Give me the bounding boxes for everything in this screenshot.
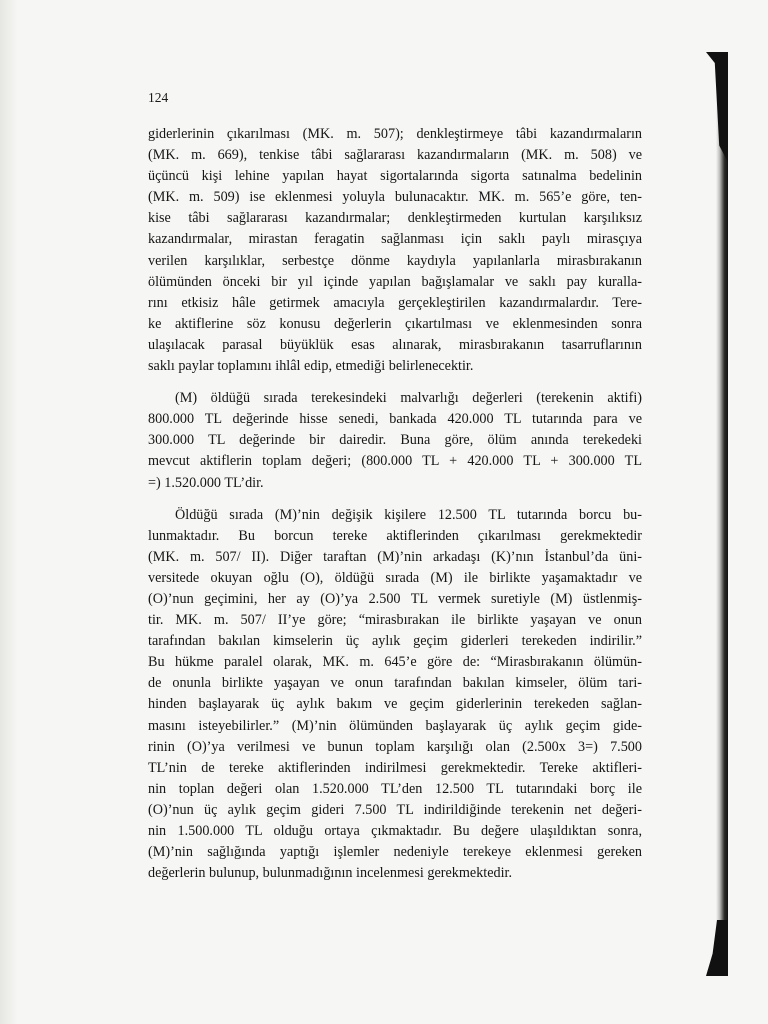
text-line: (M)’nin sağlığında yaptığı işlemler nedeniyle terekeye eklenmesi gereken — [148, 844, 642, 861]
text-line: mevcut aktiflerin toplam değeri; (800.000 TL + 420.000 TL + 300.000 TL — [148, 453, 642, 470]
text-line: tir. MK. m. 507/ II’ye göre; “mirasbırakan ile birlikte yaşayan ve onun — [148, 612, 642, 629]
text-line: nin 1.500.000 TL olduğu ortaya çıkmaktadır. Bu değere ulaşıldıktan sonra, — [148, 823, 642, 839]
text-line: rinin (O)’ya verilmesi ve bunun toplam karşılığı olan (2.500x 3=) 7.500 — [148, 738, 642, 755]
text-line: =) 1.520.000 TL’dir. — [148, 474, 264, 491]
text-line: lunmaktadır. Bu borcun tereke aktiflerinden çıkarılması gerekmektedir — [148, 527, 642, 544]
text-line: giderlerinin çıkarılması (MK. m. 507); denkleştirmeye tâbi kazandırmaların — [148, 126, 642, 142]
text-line: Bu hükme paralel olarak, MK. m. 645’e göre de: “Mirasbırakanın ölümün- — [148, 654, 642, 671]
paragraph-1 — [148, 124, 642, 377]
text-line: nin toplan değeri olan 1.520.000 TL’den 12.500 TL tutarındaki borç ile — [148, 780, 642, 797]
book-binding-shadow — [716, 52, 728, 972]
text-line: ölümünden önceki bir yıl içinde yapılan bağışlamalar ve saklı pay kuralla- — [148, 273, 642, 290]
text-line: de onunla birlikte yaşayan ve onun tarafından bakılan kimseler, ölüm tari- — [148, 675, 642, 692]
text-line: 800.000 TL değerinde hisse senedi, bankada 420.000 TL tutarında para ve — [148, 411, 642, 428]
text-line: (MK. m. 509) ise eklenmesi yoluyla bulunacaktır. MK. m. 565’e göre, ten- — [148, 189, 642, 206]
text-line: kise tâbi sağlararası kazandırmalar; denkleştirmeden kurtulan karşılıksız — [148, 210, 642, 227]
text-line: (O)’nun üç aylık geçim gideri 7.500 TL indirildiğinde terekenin net değeri- — [148, 801, 642, 818]
text-line: (M) öldüğü sırada terekesindeki malvarlığı değerleri (terekenin aktifi) — [175, 390, 642, 407]
text-line: kazandırmalar, mirastan feragatin sağlanması için saklı paylı mirasçıya — [148, 231, 642, 248]
text-line: saklı paylar toplamını ihlâl edip, etmediği belirlenecektir. — [148, 358, 474, 375]
text-line: rını etkisiz hâle getirmek amacıyla gerçekleştirilen kazandırmalardır. Tere- — [148, 294, 642, 311]
binding-mark-bottom — [706, 920, 728, 976]
text-line: Öldüğü sırada (M)’nin değişik kişilere 12.500 TL tutarında borcu bu- — [175, 506, 642, 523]
text-line: TL’nin de tereke aktiflerinden indirilmesi gerekmektedir. Tereke aktifleri- — [148, 759, 642, 776]
text-line: hinden başlayarak üç aylık bakım ve geçim giderlerinin terekeden sağlan- — [148, 696, 642, 713]
text-line: tarafından bakılan kimselerin üç aylık geçim giderleri terekeden indirilir.” — [148, 633, 642, 650]
text-line: ulaşılacak parasal büyüklük esas alınarak, mirasbırakanın tasarruflarının — [148, 336, 642, 353]
text-line: verilen karşılıklar, serbestçe dönme kaydıyla yapılanlarla mirasbırakanın — [148, 252, 642, 269]
text-line: değerlerin bulunup, bulunmadığının incelenmesi gerekmektedir. — [148, 865, 513, 882]
paragraph-2 — [148, 388, 642, 493]
text-line: versitede okuyan oğlu (O), öldüğü sırada (M) ile birlikte yaşamaktadır ve — [148, 569, 642, 586]
text-line: (MK. m. 507/ II). Diğer taraftan (M)’nin arkadaşı (K)’nın İstanbul’da üni- — [148, 548, 642, 565]
paragraph-3 — [148, 505, 642, 885]
text-line: (MK. m. 669), tenkise tâbi sağlararası kazandırmaların (MK. m. 508) ve — [148, 147, 642, 164]
scan-left-shadow — [0, 0, 18, 1024]
page-number: 124 — [148, 90, 169, 105]
text-line: üçüncü kişi lehine yapılan hayat sigortalarında sigorta satınalma bedelinin — [148, 168, 642, 185]
text-line: ke aktiflerine söz konusu değerlerin çıkartılması ve eklenmesinden sonra — [148, 315, 642, 332]
text-line: 300.000 TL değerinde bir dairedir. Buna göre, ölüm anında terekedeki — [148, 432, 642, 449]
text-line: masını isteyebilirler.” (M)’nin ölümünden başlayarak üç aylık geçim gide- — [148, 717, 642, 734]
text-line: (O)’nun geçimini, her ay (O)’ya 2.500 TL vermek suretiyle (M) üstlenmiş- — [148, 590, 642, 607]
body-text — [148, 124, 642, 884]
